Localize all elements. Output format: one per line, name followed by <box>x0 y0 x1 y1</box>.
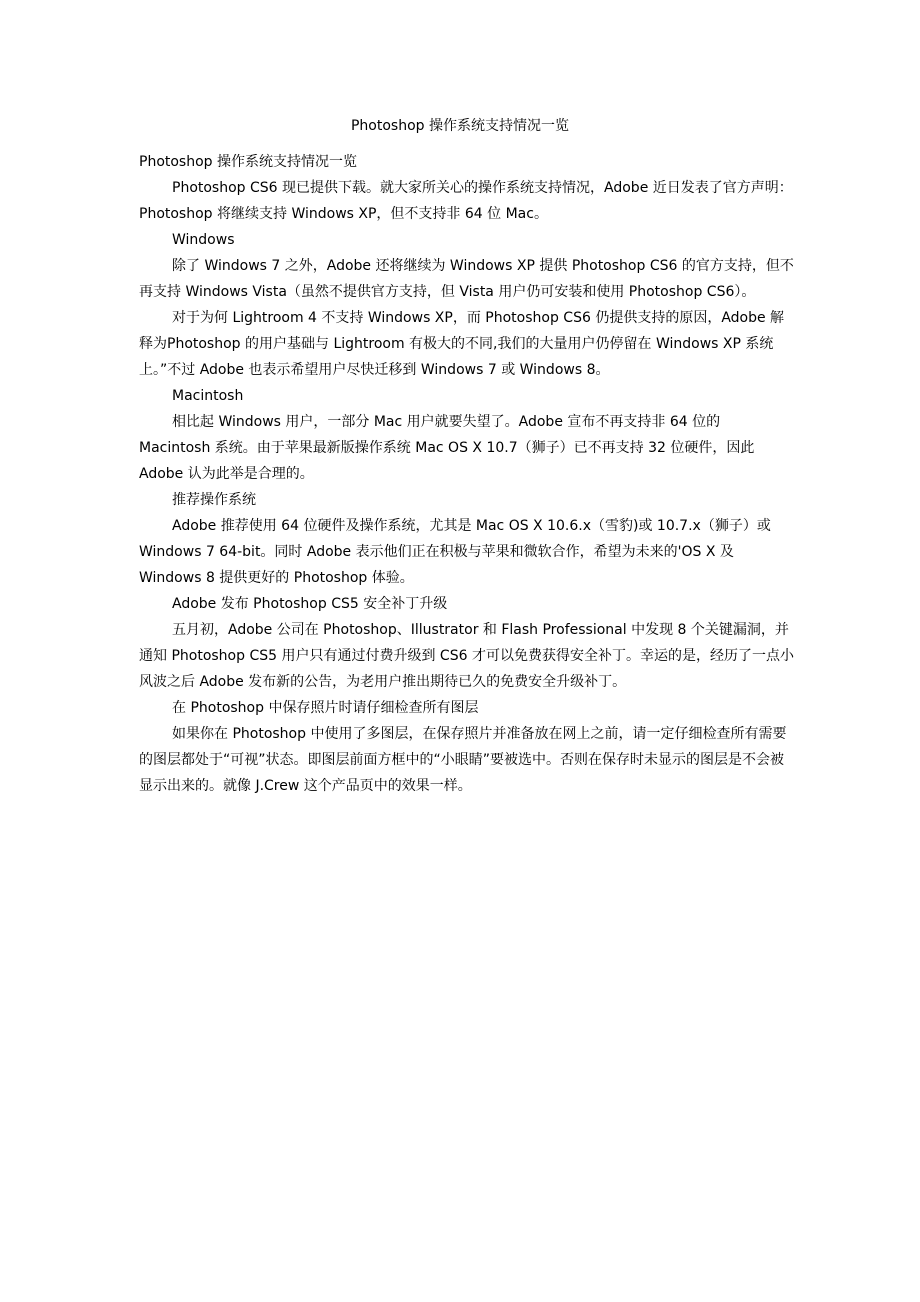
document-title: Photoshop 操作系统支持情况一览 <box>350 118 569 134</box>
paragraph-windows-support: 除了 Windows 7 之外，Adobe 还将继续为 Windows XP 提供 Photoshop CS6 的官方支持，但不再支持 Windows Vista（虽然不提供官方支持，但 Vista 用户仍可安装和使用 Photoshop CS6）。 <box>139 258 794 300</box>
paragraph-recommended-os: Adobe 推荐使用 64 位硬件及操作系统，尤其是 Mac OS X 10.6.x（雪豹)或 10.7.x（狮子）或 Windows 7 64-bit。同时 Adobe 表示他们正在积极与苹果和微软合作，希望为未来的'OS X 及 Windows 8 提供更好的 Photoshop 体验。 <box>139 518 771 586</box>
paragraph-security-patch: 五月初，Adobe 公司在 Photoshop、Illustrator 和 Flash Professional 中发现 8 个关键漏洞，并通知 Photoshop CS5 用户只有通过付费升级到 CS6 才可以免费获得安全补丁。幸运的是，经历了一点小风波之后 Adobe 发布新的公告，为老用户推出期待已久的免费安全升级补丁。 <box>139 622 794 690</box>
paragraph-intro: Photoshop CS6 现已提供下载。就大家所关心的操作系统支持情况，Adobe 近日发表了官方声明：Photoshop 将继续支持 Windows XP，但不支持非 64 位 Mac。 <box>139 180 793 222</box>
paragraph-lightroom: 对于为何 Lightroom 4 不支持 Windows XP，而 Photoshop CS6 仍提供支持的原因，Adobe 解释为Photoshop 的用户基础与 Lightroom 有极大的不同,我们的大量用户仍停留在 Windows XP 系统上。”不过 Adobe 也表示希望用户尽快迁移到 Windows 7 或 Windows 8。 <box>139 310 785 378</box>
section-heading-security-patch: Adobe 发布 Photoshop CS5 安全补丁升级 <box>172 596 448 612</box>
document-subtitle: Photoshop 操作系统支持情况一览 <box>139 154 358 170</box>
document-body <box>139 149 794 799</box>
section-heading-macintosh: Macintosh <box>172 388 244 404</box>
section-heading-layers: 在 Photoshop 中保存照片时请仔细检查所有图层 <box>172 700 479 716</box>
section-heading-recommended-os: 推荐操作系统 <box>172 492 256 508</box>
paragraph-mac-support: 相比起 Windows 用户，一部分 Mac 用户就要失望了。Adobe 宣布不再支持非 64 位的 Macintosh 系统。由于苹果最新版操作系统 Mac OS X 10.7（狮子）已不再支持 32 位硬件，因此 Adobe 认为此举是合理的。 <box>139 414 755 482</box>
section-heading-windows: Windows <box>172 232 235 248</box>
paragraph-layers: 如果你在 Photoshop 中使用了多图层，在保存照片并准备放在网上之前，请一定仔细检查所有需要的图层都处于“可视”状态。即图层前面方框中的“小眼睛”要被选中。否则在保存时未显示的图层是不会被显示出来的。就像 J.Crew 这个产品页中的效果一样。 <box>139 726 787 794</box>
